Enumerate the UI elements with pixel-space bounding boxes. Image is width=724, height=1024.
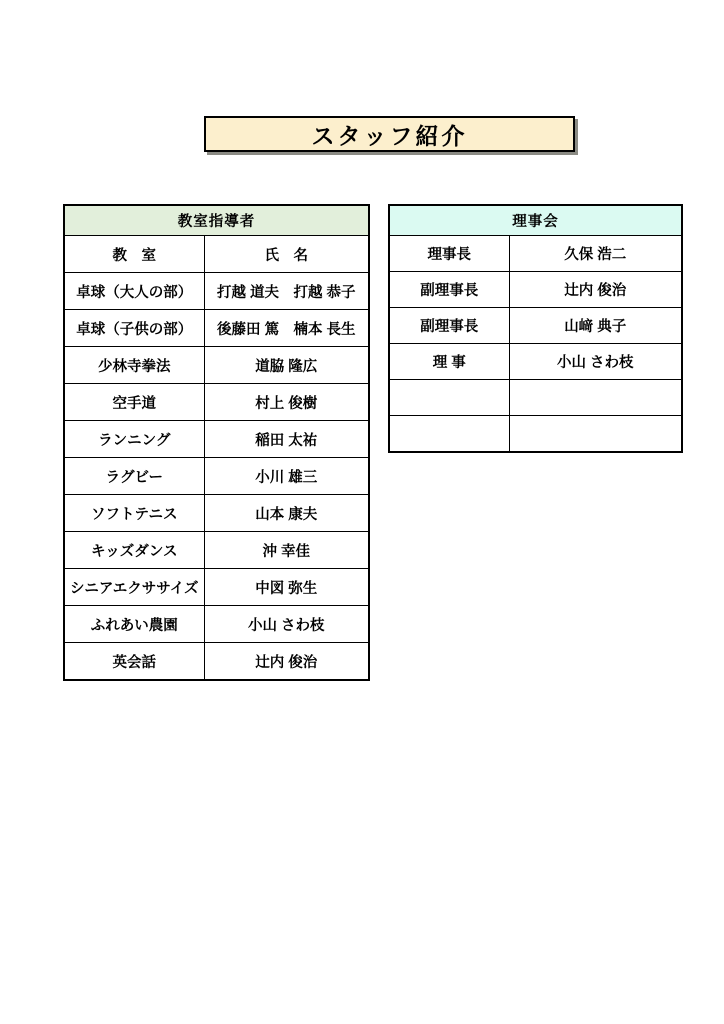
table-row	[64, 532, 369, 569]
table-cell: 理 事	[389, 344, 509, 380]
table-cell: 道脇 隆広	[204, 347, 369, 384]
board-table-header-row	[389, 205, 682, 236]
table-row	[64, 273, 369, 310]
table-cell: 副理事長	[389, 272, 509, 308]
instructors-table-header-row	[64, 205, 369, 236]
table-row	[389, 272, 682, 308]
table-cell: 卓球（大人の部）	[64, 273, 204, 310]
table-cell: 沖 幸佳	[204, 532, 369, 569]
table-row	[64, 569, 369, 606]
table-cell: 副理事長	[389, 308, 509, 344]
table-cell	[509, 380, 682, 416]
table-row	[64, 347, 369, 384]
table-cell: ソフトテニス	[64, 495, 204, 532]
table-row	[389, 308, 682, 344]
table-row	[389, 236, 682, 272]
table-row	[64, 421, 369, 458]
page-title-box	[204, 116, 575, 152]
instructors-column-header-row	[64, 236, 369, 273]
table-cell: 村上 俊樹	[204, 384, 369, 421]
table-cell: ランニング	[64, 421, 204, 458]
table-cell: 少林寺拳法	[64, 347, 204, 384]
table-cell	[509, 416, 682, 453]
table-row	[389, 344, 682, 380]
table-row	[64, 310, 369, 347]
table-row	[64, 458, 369, 495]
instructors-table-title: 教室指導者	[64, 205, 369, 236]
table-cell: 小川 雄三	[204, 458, 369, 495]
table-cell: 山本 康夫	[204, 495, 369, 532]
table-cell	[389, 380, 509, 416]
table-cell: 英会話	[64, 643, 204, 681]
board-table-body	[389, 236, 682, 453]
table-row	[64, 384, 369, 421]
table-cell: 山﨑 典子	[509, 308, 682, 344]
table-row	[64, 643, 369, 681]
table-cell: 打越 道夫 打越 恭子	[204, 273, 369, 310]
table-cell: 辻内 俊治	[204, 643, 369, 681]
table-cell: 空手道	[64, 384, 204, 421]
table-cell: 理事長	[389, 236, 509, 272]
board-table-title: 理事会	[389, 205, 682, 236]
table-cell	[389, 416, 509, 453]
table-row	[64, 606, 369, 643]
instructors-column-name: 氏 名	[204, 236, 369, 273]
table-cell: ラグビー	[64, 458, 204, 495]
instructors-table	[63, 204, 370, 681]
table-cell: 小山 さわ枝	[509, 344, 682, 380]
instructors-table-body	[64, 273, 369, 681]
table-cell: 辻内 俊治	[509, 272, 682, 308]
table-cell: 後藤田 篤 楠本 長生	[204, 310, 369, 347]
table-row	[389, 416, 682, 453]
page-title: スタッフ紹介	[311, 122, 468, 149]
table-cell: 卓球（子供の部）	[64, 310, 204, 347]
table-cell: 小山 さわ枝	[204, 606, 369, 643]
table-cell: 稲田 太祐	[204, 421, 369, 458]
table-cell: 中図 弥生	[204, 569, 369, 606]
table-cell: シニアエクササイズ	[64, 569, 204, 606]
instructors-column-class: 教 室	[64, 236, 204, 273]
table-cell: 久保 浩二	[509, 236, 682, 272]
table-cell: ふれあい農園	[64, 606, 204, 643]
table-row	[389, 380, 682, 416]
table-cell: キッズダンス	[64, 532, 204, 569]
board-table	[388, 204, 683, 453]
table-row	[64, 495, 369, 532]
